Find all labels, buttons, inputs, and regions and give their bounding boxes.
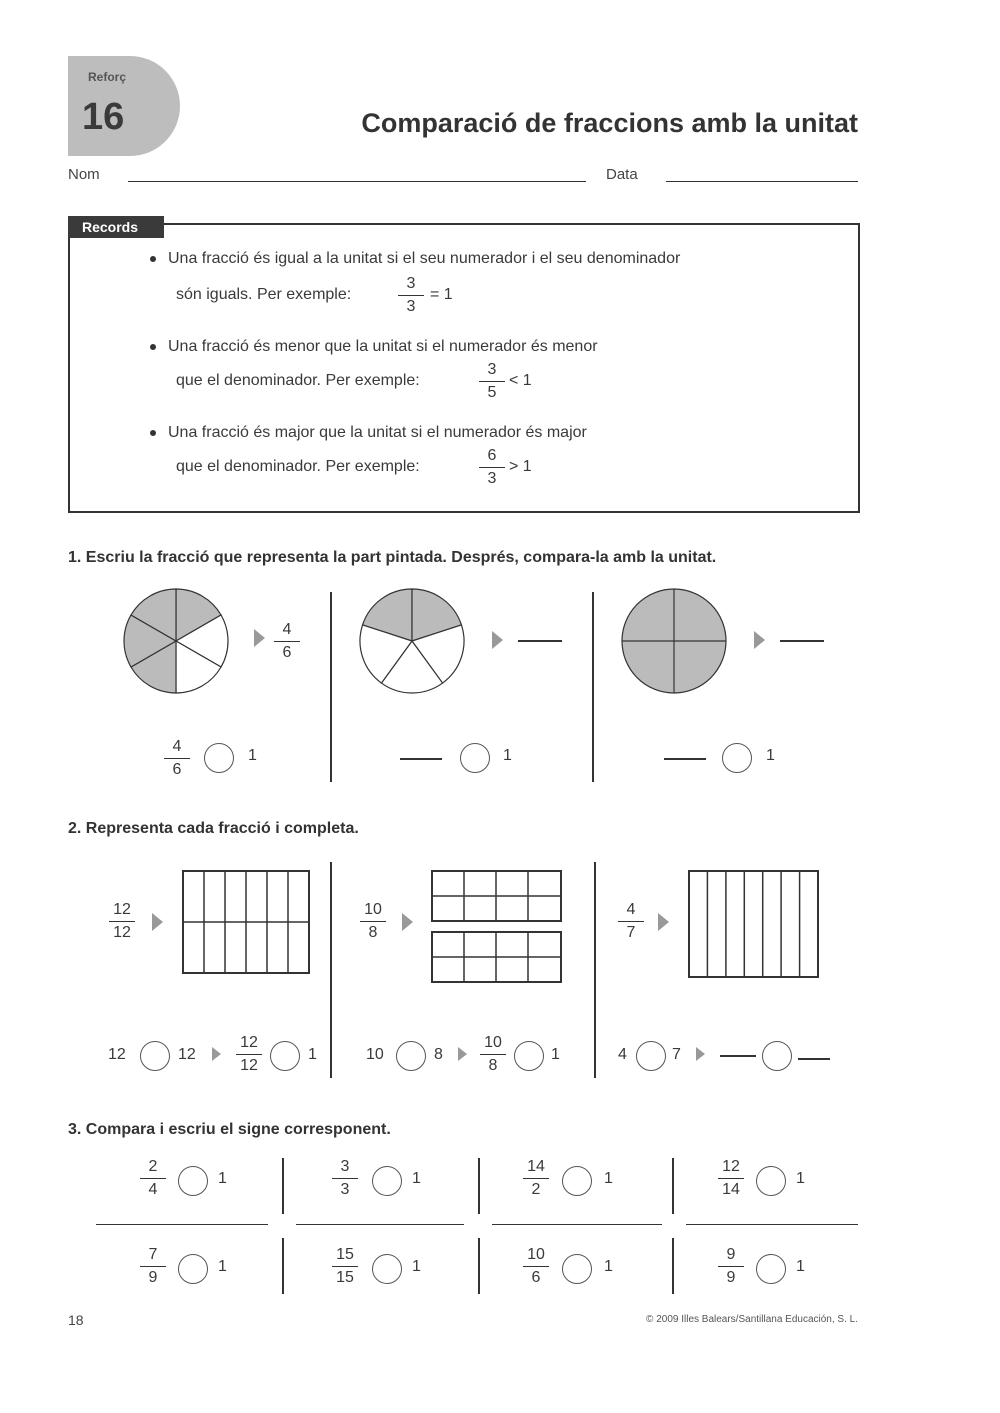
rule-equal-relation: = 1 [430,286,453,303]
arrow-icon [696,1047,705,1061]
one-label: 1 [766,747,775,764]
column-divider [594,862,596,1078]
one-label: 1 [796,1258,805,1275]
rule-equal-line2: són iguals. Per exemple: [176,286,352,303]
one-label: 1 [551,1046,560,1063]
one-label: 1 [218,1258,227,1275]
column-divider [672,1238,674,1294]
grid-8-parts-b[interactable] [431,931,563,983]
compare-sign-circle[interactable] [204,743,234,773]
column-divider [478,1238,480,1294]
fraction-12-12: 12 12 [105,900,139,943]
circle-quarters-all-shaded [616,588,736,698]
compare-sign-circle[interactable] [372,1166,402,1196]
fraction-3-3: 3 3 [328,1157,362,1200]
exercise-3-instruction: 3. Compara i escriu el signe corresponent. [68,1121,391,1138]
arrow-icon [402,913,413,931]
one-label: 1 [248,747,257,764]
fraction-12-12: 12 12 [232,1033,266,1076]
tab-label: Reforç [88,70,127,84]
arrow-icon [152,913,163,931]
fraction-10-6: 10 6 [519,1245,553,1288]
compare-sign-circle[interactable] [756,1254,786,1284]
column-divider [592,592,594,782]
date-label: Data [606,166,638,183]
column-divider [282,1238,284,1294]
value-8: 8 [434,1046,443,1063]
one-label: 1 [796,1170,805,1187]
exercise-2-instruction: 2. Representa cada fracció i completa. [68,820,359,837]
rule-less-relation: < 1 [509,372,532,389]
compare-sign-circle[interactable] [270,1041,300,1071]
compare-blank-3[interactable] [664,758,706,760]
answer-blank-2[interactable] [518,640,562,642]
answer-blank-3[interactable] [780,640,824,642]
compare-sign-circle[interactable] [140,1041,170,1071]
column-divider [330,862,332,1078]
compare-blank-2[interactable] [400,758,442,760]
row-divider [686,1224,858,1225]
row-divider [96,1224,268,1225]
fraction-14-2: 14 2 [519,1157,553,1200]
one-label: 1 [604,1258,613,1275]
rule-equal-line1: Una fracció és igual a la unitat si el seu numerador i el seu denominador [150,250,680,268]
fraction-10-8: 10 8 [476,1033,510,1076]
fraction-2-4: 2 4 [136,1157,170,1200]
fraction-4-7: 4 7 [614,900,648,943]
answer-blank[interactable] [798,1058,830,1060]
compare-sign-circle[interactable] [372,1254,402,1284]
compare-sign-circle[interactable] [756,1166,786,1196]
unit-number: 16 [82,96,125,138]
row-divider [492,1224,662,1225]
circle-sixths-4-shaded [116,588,236,698]
grid-12-parts[interactable] [182,870,312,976]
arrow-icon [754,631,765,649]
fraction-10-8: 10 8 [356,900,390,943]
value-12: 12 [178,1046,196,1063]
grid-7-parts[interactable] [688,870,820,980]
one-label: 1 [412,1258,421,1275]
circle-fifths-1-shaded [354,588,474,698]
compare-sign-circle[interactable] [178,1254,208,1284]
rule-greater-line2: que el denominador. Per exemple: [176,458,420,475]
compare-sign-circle[interactable] [460,743,490,773]
compare-fraction-1: 4 6 [160,737,194,780]
value-12: 12 [108,1046,126,1063]
answer-fraction-1: 4 6 [270,620,304,663]
page-title: Comparació de fraccions amb la unitat [361,108,858,138]
compare-sign-circle[interactable] [396,1041,426,1071]
arrow-icon [254,629,265,647]
name-field[interactable] [128,181,586,182]
compare-sign-circle[interactable] [636,1041,666,1071]
compare-sign-circle[interactable] [178,1166,208,1196]
arrow-icon [458,1047,467,1061]
one-label: 1 [412,1170,421,1187]
arrow-icon [212,1047,221,1061]
rule-less-fraction: 3 5 [475,360,509,403]
arrow-icon [492,631,503,649]
one-label: 1 [218,1170,227,1187]
fraction-12-14: 12 14 [714,1157,748,1200]
fraction-15-15: 15 15 [328,1245,362,1288]
column-divider [282,1158,284,1214]
compare-sign-circle[interactable] [562,1166,592,1196]
fraction-7-9: 7 9 [136,1245,170,1288]
copyright: © 2009 Illes Balears/Santillana Educación, S. L. [646,1314,858,1325]
rule-greater-line1: Una fracció és major que la unitat si el numerador és major [150,424,587,442]
rule-greater-fraction: 6 3 [475,446,509,489]
answer-blank[interactable] [720,1055,756,1057]
exercise-1-instruction: 1. Escriu la fracció que representa la part pintada. Després, compara-la amb la unitat. [68,549,717,566]
remember-tag: Records [68,216,164,238]
compare-sign-circle[interactable] [514,1041,544,1071]
compare-sign-circle[interactable] [762,1041,792,1071]
column-divider [330,592,332,782]
column-divider [672,1158,674,1214]
one-label: 1 [503,747,512,764]
one-label: 1 [308,1046,317,1063]
fraction-9-9: 9 9 [714,1245,748,1288]
name-label: Nom [68,166,100,183]
value-4: 4 [618,1046,627,1063]
page-number: 18 [68,1312,84,1328]
rule-equal-fraction: 3 3 [394,274,428,317]
grid-8-parts-a[interactable] [431,870,563,922]
row-divider [296,1224,464,1225]
compare-sign-circle[interactable] [562,1254,592,1284]
date-field[interactable] [666,181,858,182]
rule-less-line2: que el denominador. Per exemple: [176,372,420,389]
rule-greater-relation: > 1 [509,458,532,475]
one-label: 1 [604,1170,613,1187]
value-10: 10 [366,1046,384,1063]
rule-less-line1: Una fracció és menor que la unitat si el numerador és menor [150,338,598,356]
value-7: 7 [672,1046,681,1063]
compare-sign-circle[interactable] [722,743,752,773]
arrow-icon [658,913,669,931]
column-divider [478,1158,480,1214]
